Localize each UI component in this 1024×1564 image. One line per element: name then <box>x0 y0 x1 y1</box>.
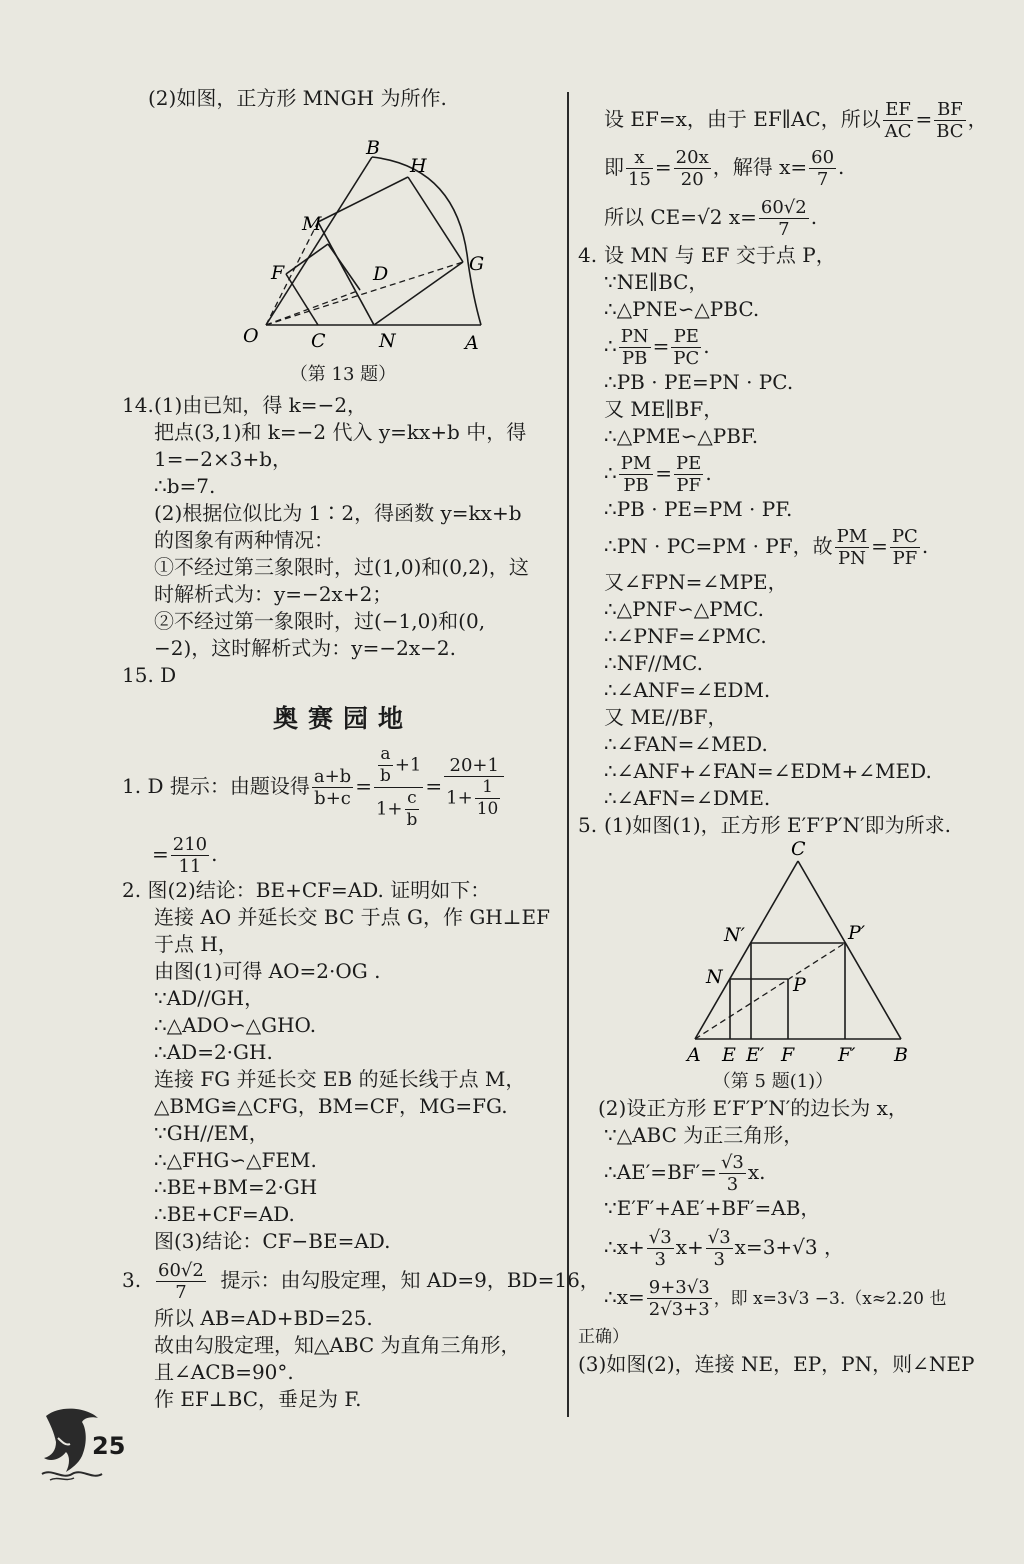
q14-line2: 把点(3,1)和 k=−2 代入 y=kx+b 中，得 <box>154 420 527 444</box>
figure-13 <box>128 112 558 352</box>
r4-line18: ∴∠ANF+∠FAN=∠EDM+∠MED. <box>604 759 932 783</box>
r4-line3: ∴△PNE∽△PBC. <box>604 297 760 321</box>
fig13-line-OB <box>266 157 372 325</box>
r5-line1: 5. (1)如图(1)，正方形 E′F′P′N′即为所求. <box>578 813 951 837</box>
r-line1: 设 EF=x，由于 EF∥AC，所以 $\frac{EF}{AC}$ = $\frac{BF}{BC}$ ， <box>604 99 988 142</box>
q14-line6: 的图象有两种情况： <box>154 528 334 552</box>
q14-line8: 时解析式为：y=−2x+2； <box>154 582 393 606</box>
fig13-label-C: C <box>311 330 326 352</box>
r2-frac-2: $\frac{20x}{20}$ <box>675 147 709 190</box>
r-line2: 即 $\frac{x}{15}$ = $\frac{20x}{20}$ ，解得 x= $\frac{60}{7}$ . <box>604 147 845 190</box>
q14-number: 14. <box>122 393 154 417</box>
o3-number: 3. <box>122 1268 142 1292</box>
r2-frac-3: $\frac{60}{7}$ <box>811 147 835 190</box>
o2-line5: ∵AD//GH， <box>154 986 265 1010</box>
fig5-label-F: F <box>781 1044 795 1066</box>
r4-line12: ∴△PNF∽△PMC. <box>604 597 764 621</box>
o1-frac-1: $\frac{a+b}{b+c}$ <box>313 766 352 809</box>
r4-line13: ∴∠PNF=∠PMC. <box>604 624 767 648</box>
r5-line8: 正确） <box>578 1327 629 1347</box>
r5-line2: (2)设正方形 E′F′P′N′的边长为 x， <box>598 1096 908 1120</box>
fig13-arc-BA <box>372 157 481 325</box>
r5-line5: ∵E′F′+AE′+BF′=AB， <box>604 1196 821 1220</box>
o2-line14: 图(3)结论：CF−BE=AD. <box>154 1229 391 1253</box>
q15-answer: 15. D <box>122 663 177 687</box>
o2-line11: ∴△FHG∽△FEM. <box>154 1148 317 1172</box>
o2-line10: ∵GH//EM， <box>154 1121 269 1145</box>
o2-line3: 于点 H， <box>154 932 238 956</box>
r4-line7: ∴△PME∽△PBF. <box>604 424 759 448</box>
r4-line15: ∴∠ANF=∠EDM. <box>604 678 771 702</box>
r5-frac-1: $\frac{√3}{3}$ <box>720 1152 744 1195</box>
o1-result-frac: $\frac{210}{11}$ <box>172 834 208 877</box>
r5-line3: ∵△ABC 为正三角形， <box>604 1123 804 1147</box>
fig5-label-P: P <box>793 974 806 996</box>
r4-frac-6: $\frac{PC}{PF}$ <box>891 526 918 569</box>
r4-line5: ∴PB · PE=PN · PC. <box>604 370 794 394</box>
fig5-label-F-prime: F′ <box>838 1044 856 1066</box>
section-title: 奥赛园地 <box>272 704 413 733</box>
o1-prefix: 1. D 提示：由题设得 <box>122 774 310 798</box>
r5-line4: ∴AE′=BF′= $\frac{√3}{3}$ x. <box>604 1152 766 1195</box>
fig13-label-G: G <box>469 253 485 275</box>
fig13-dash-OG <box>266 262 463 325</box>
r5-line6: ∴x+ $\frac{√3}{3}$ x+ $\frac{√3}{3}$ x=3+√3 ， <box>604 1227 845 1270</box>
r5-number: 5. <box>578 813 598 837</box>
o2-line2: 连接 AO 并延长交 BC 于点 G，作 GH⊥EF <box>154 905 551 929</box>
o3-line3: 故由勾股定理，知△ABC 为直角三角形， <box>154 1333 521 1357</box>
figure-5-1 <box>578 839 1008 1069</box>
caption-13: （第 13 题） <box>289 364 397 385</box>
r1-frac-1: $\frac{EF}{AC}$ <box>884 99 912 142</box>
r1-frac-2: $\frac{BF}{BC}$ <box>936 99 964 142</box>
o3-line5: 作 EF⊥BC，垂足为 F. <box>154 1387 362 1411</box>
r4-frac-4: $\frac{PE}{PF}$ <box>676 453 702 496</box>
o2-line13: ∴BE+CF=AD. <box>154 1202 295 1226</box>
fig13-label-O: O <box>243 325 259 347</box>
q14-line7: ①不经过第三象限时，过(1,0)和(0,2)，这 <box>154 555 529 579</box>
fig13-label-M: M <box>302 213 322 235</box>
r4-line1: 4. 设 MN 与 EF 交于点 P， <box>578 243 836 267</box>
o1-frac-3: 20+1 1+ $\frac{1}{10}$ <box>444 755 504 820</box>
r4-frac-1: $\frac{PN}{PB}$ <box>620 326 649 369</box>
o1-result: = $\frac{210}{11}$ . <box>152 834 218 877</box>
o3-line2: 所以 AB=AD+BD=25. <box>154 1306 373 1330</box>
r4-frac-5: $\frac{PM}{PN}$ <box>836 526 868 569</box>
r5-frac-2: $\frac{√3}{3}$ <box>648 1227 672 1270</box>
o2-line7: ∴AD=2·GH. <box>154 1040 273 1064</box>
q13-part2-text: (2)如图，正方形 MNGH 为所作. <box>148 86 447 110</box>
fig13-label-A: A <box>465 332 479 352</box>
o3-answer-frac: $\frac{60√2}{7}$ <box>158 1260 204 1303</box>
fig13-line-MH <box>318 177 408 222</box>
r5-frac-4: $\frac{9+3√3}{2√3+3}$ <box>648 1277 710 1320</box>
r4-line16: 又 ME//BF， <box>604 705 728 729</box>
r4-frac-2: $\frac{PE}{PC}$ <box>673 326 700 369</box>
fig5-label-N-prime: N′ <box>724 924 745 946</box>
fig13-label-F: F <box>271 262 285 284</box>
column-divider <box>567 92 569 1417</box>
caption-5: （第 5 题(1)） <box>712 1071 834 1092</box>
fig13-line-inner-right <box>328 244 360 290</box>
o2-line9: △BMG≌△CFG，BM=CF，MG=FG. <box>154 1094 508 1118</box>
fig5-label-N: N <box>706 966 723 988</box>
r5-frac-3: $\frac{√3}{3}$ <box>707 1227 731 1270</box>
fig13-label-B: B <box>366 137 380 159</box>
o2-line6: ∴△ADO∽△GHO. <box>154 1013 317 1037</box>
r4-line9: ∴PB · PE=PM · PF. <box>604 497 793 521</box>
r4-line6: 又 ME∥BF， <box>604 397 724 421</box>
r5-line9: (3)如图(2)，连接 NE，EP，PN，则∠NEP <box>578 1352 975 1376</box>
o2-line1: 2. 图(2)结论：BE+CF=AD. 证明如下： <box>122 878 491 902</box>
o2-line8: 连接 FG 并延长交 EB 的延长线于点 M， <box>154 1067 526 1091</box>
q14-text-1: (1)由已知，得 k=−2， <box>154 393 368 417</box>
r-line3: 所以 CE=√2 x= $\frac{60√2}{7}$ . <box>604 197 818 240</box>
o3-line4: 且∠ACB=90°. <box>154 1360 294 1384</box>
r2-frac-1: $\frac{x}{15}$ <box>628 147 651 190</box>
r4-line2: ∵NE∥BC， <box>604 270 709 294</box>
fig5-label-A: A <box>687 1044 701 1066</box>
fig13-line-HG <box>408 177 463 262</box>
o2-line4: 由图(1)可得 AO=2·OG . <box>154 959 381 983</box>
fig5-dash-AP-prime <box>695 943 845 1039</box>
r4-line14: ∴NF//MC. <box>604 651 704 675</box>
r4-line8: ∴ $\frac{PM}{PB}$ = $\frac{PE}{PF}$ . <box>604 453 712 496</box>
r4-frac-3: $\frac{PM}{PB}$ <box>620 453 652 496</box>
fig13-dash-OD <box>266 290 360 325</box>
o3-line1 <box>122 1255 600 1305</box>
r4-line4: ∴ $\frac{PN}{PB}$ = $\frac{PE}{PC}$ . <box>604 326 710 369</box>
q14-line5: (2)根据位似比为 1∶2，得函数 y=kx+b <box>154 501 522 525</box>
o1-frac-2: $\frac{a}{b}$ +1 1+ $\frac{c}{b}$ <box>375 744 422 830</box>
fig5-label-C: C <box>791 839 806 860</box>
r5-line7: ∴x= $\frac{9+3√3}{2√3+3}$ ，即 x=3√3 −3.（x≈2.20 也 <box>604 1277 947 1320</box>
q14-line10: −2)，这时解析式为：y=−2x−2. <box>154 636 456 660</box>
q14-line9: ②不经过第一象限时，过(−1,0)和(0, <box>154 609 486 633</box>
r4-line17: ∴∠FAN=∠MED. <box>604 732 768 756</box>
right-column <box>578 96 1008 1378</box>
r4-line19: ∴∠AFN=∠DME. <box>604 786 771 810</box>
fig13-line-MN <box>318 222 374 325</box>
fig13-line-inner-top <box>286 244 328 274</box>
fig13-label-H: H <box>410 155 427 177</box>
fig5-label-B: B <box>894 1044 908 1066</box>
q14-line3: 1=−2×3+b， <box>154 447 293 471</box>
fig5-label-E: E <box>722 1044 736 1066</box>
r4-line10: ∴PN · PC=PM · PF，故 $\frac{PM}{PN}$ = $\frac{PC}{PF}$ . <box>604 526 929 569</box>
q14-line4: ∴b=7. <box>154 474 216 498</box>
o3-text-1: 提示：由勾股定理，知 AD=9，BD=16， <box>220 1268 600 1292</box>
fig13-label-N: N <box>379 330 396 352</box>
o1-line: 1. D 提示：由题设得 $\frac{a+b}{b+c}$ = $\frac{a}{b}$ +1 1+ $\frac{c}{b}$ = 20+1 1+ $\frac{1}{10}$ <box>122 744 558 831</box>
page-number: 25 <box>92 1432 126 1460</box>
o2-line12: ∴BE+BM=2·GH <box>154 1175 318 1199</box>
fig5-line-CB <box>798 861 901 1039</box>
r4-number: 4. <box>578 243 598 267</box>
fig5-label-E-prime: E′ <box>746 1044 765 1066</box>
q14-line1 <box>122 392 558 419</box>
r4-line11: 又∠FPN=∠MPE， <box>604 570 788 594</box>
left-column <box>122 85 600 1413</box>
fig5-label-P-prime: P′ <box>848 922 866 944</box>
fig5-line-AC <box>695 861 798 1039</box>
r3-frac: $\frac{60√2}{7}$ <box>760 197 807 240</box>
fig13-label-D: D <box>373 263 389 285</box>
